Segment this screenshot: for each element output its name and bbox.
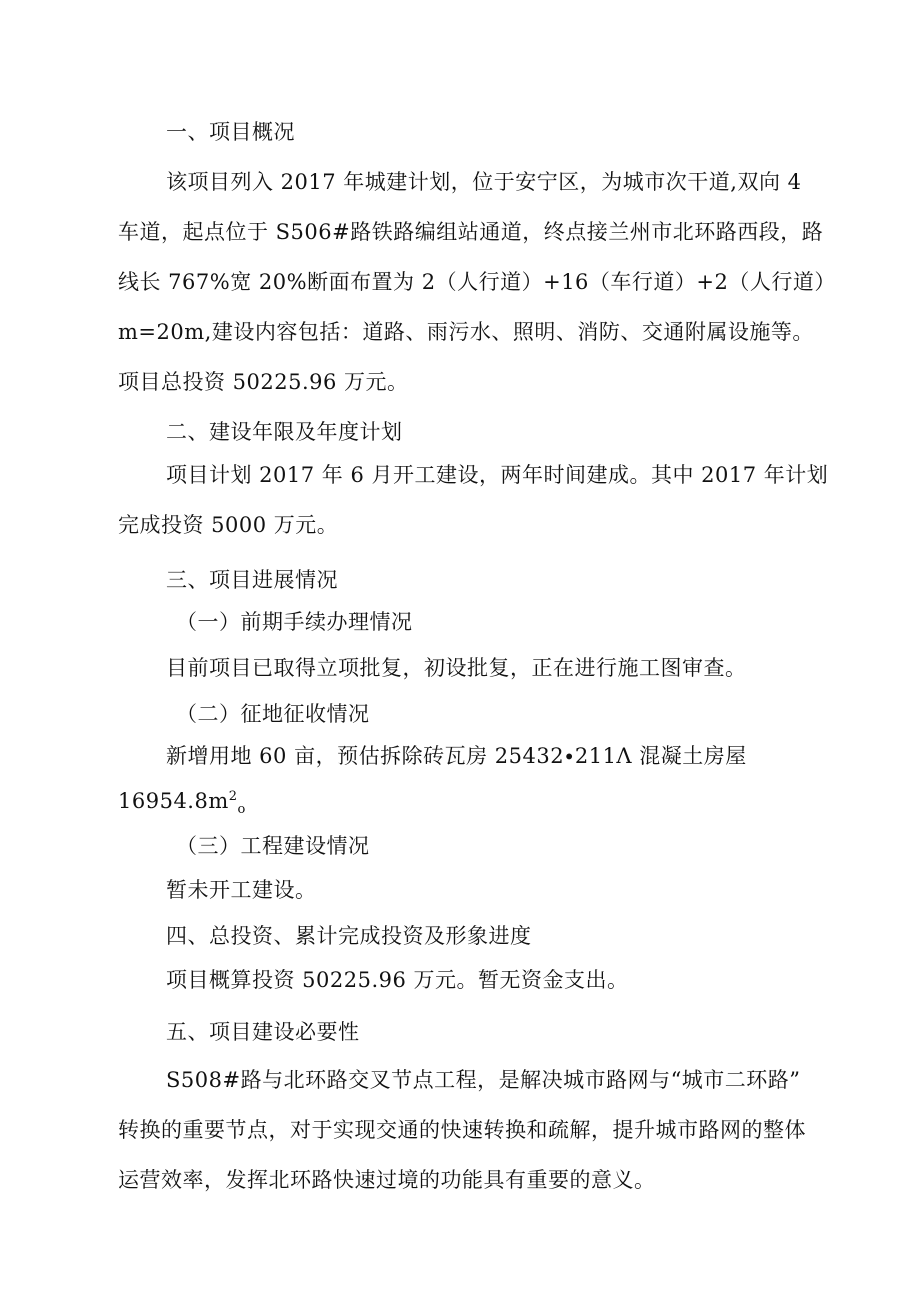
section4-heading: 四、总投资、累计完成投资及形象进度 bbox=[166, 924, 532, 948]
section1-heading: 一、项目概况 bbox=[166, 120, 295, 144]
subsection1-text: 目前项目已取得立项批复，初设批复，正在进行施工图审查。 bbox=[166, 656, 747, 680]
section1-para-line: 项目总投资 50225.96 万元。 bbox=[118, 370, 409, 394]
section5-para-line: S508#路与北环路交叉节点工程，是解决城市路网与“城市二环路” bbox=[166, 1068, 801, 1092]
section4-text: 项目概算投资 50225.96 万元。暂无资金支出。 bbox=[166, 968, 629, 992]
subscript: o bbox=[237, 802, 246, 818]
superscript: 2 bbox=[228, 789, 238, 804]
section1-para-line: 该项目列入 2017 年城建计划，位于安宁区，为城市次干道,双向 4 bbox=[166, 170, 802, 194]
section1-para-line: 线长 767%宽 20%断面布置为 2（人行道）+16（车行道）+2（人行道） bbox=[118, 270, 836, 294]
subsection3-text: 暂未开工建设。 bbox=[166, 878, 317, 902]
subsection2-text-line: 新增用地 60 亩，预估拆除砖瓦房 25432∙211Λ 混凝土房屋 bbox=[166, 744, 747, 768]
section2-para-line: 完成投资 5000 万元。 bbox=[118, 513, 339, 537]
subsection3-heading: （三）工程建设情况 bbox=[176, 834, 370, 858]
section1-para-line: m=20m,建设内容包括：道路、雨污水、照明、消防、交通附属设施等。 bbox=[118, 320, 814, 344]
subsection2-text-line2 bbox=[118, 787, 246, 818]
subsection2-heading: （二）征地征收情况 bbox=[176, 702, 370, 726]
section5-heading: 五、项目建设必要性 bbox=[166, 1020, 360, 1044]
section3-heading: 三、项目进展情况 bbox=[166, 568, 338, 592]
section2-para-line: 项目计划 2017 年 6 月开工建设，两年时间建成。其中 2017 年计划 bbox=[166, 463, 829, 487]
section5-para-line: 转换的重要节点，对于实现交通的快速转换和疏解，提升城市路网的整体 bbox=[118, 1118, 806, 1142]
subsection1-heading: （一）前期手续办理情况 bbox=[176, 610, 413, 634]
section5-para-line: 运营效率，发挥北环路快速过境的功能具有重要的意义。 bbox=[118, 1168, 656, 1192]
area-value: 16954.8m bbox=[118, 789, 229, 813]
section1-para-line: 车道，起点位于 S506#路铁路编组站通道，终点接兰州市北环路西段，路 bbox=[118, 220, 824, 244]
section2-heading: 二、建设年限及年度计划 bbox=[166, 420, 403, 444]
